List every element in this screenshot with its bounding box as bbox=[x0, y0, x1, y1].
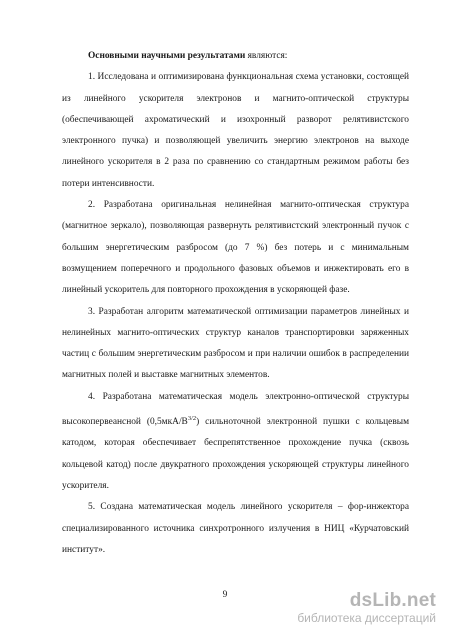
result-2: 2. Разработана оригинальная нелинейная магнито-оптическая структура (магнитное зеркало), позволяющая развернуть релятивистский электронный пучок с большим энергетическим разбросом (до 7 %) без потерь и с минимальным возмущением поперечного и продольного фазовых объемов и инжектировать его в линейный ускоритель для повторного прохождения в ускоряющей фазе. bbox=[62, 200, 409, 296]
result-5: 5. Создана математическая модель линейного ускорителя – фор-инжектора специализированного источника синхротронного излучения в НИЦ «Курчатовский институт». bbox=[62, 502, 409, 555]
result-4-sup: 3/2 bbox=[187, 415, 197, 423]
watermark bbox=[297, 591, 436, 625]
result-4 bbox=[62, 387, 409, 498]
document-body bbox=[62, 46, 409, 561]
intro-line bbox=[62, 46, 409, 67]
intro-rest: являются: bbox=[245, 51, 288, 61]
result-4-a: 4. Разработана математическая модель электронно-оптической структуры высокопервеансной (0,5мкА/В bbox=[62, 391, 409, 428]
result-3: 3. Разработан алгоритм математической оптимизации параметров линейных и нелинейных магнито-оптических структур каналов транспортировки заряженных частиц с большим энергетическим разбросом и при наличии ошибок в распределении магнитных полей и выставке магнитных элементов. bbox=[62, 306, 409, 381]
intro-bold: Основными научными результатами bbox=[88, 51, 246, 61]
result-1: 1. Исследована и оптимизирована функциональная схема установки, состоящей из линейного ускорителя электронов и магнито-оптической структуры (обеспечивающей ахроматический и изохронный разворот релятивистского электронного пучка) и позволяющей увеличить энергию электронов на выходе линейного ускорителя в 2 раза по сравнению со стандартным режимом работы без потери интенсивности. bbox=[62, 72, 409, 189]
result-4-b: ) сильноточной электронной пушки с кольцевым катодом, которая обеспечивает беспрепятственное прохождение пучка (сквозь кольцевой катод) после двукратного прохождения ускоряющей структуры линейного ускорителя. bbox=[62, 417, 410, 492]
page-number: 9 bbox=[222, 590, 228, 600]
watermark-subtitle: библиотека диссертаций bbox=[297, 611, 436, 625]
watermark-logo: dsLib.net bbox=[349, 590, 436, 611]
